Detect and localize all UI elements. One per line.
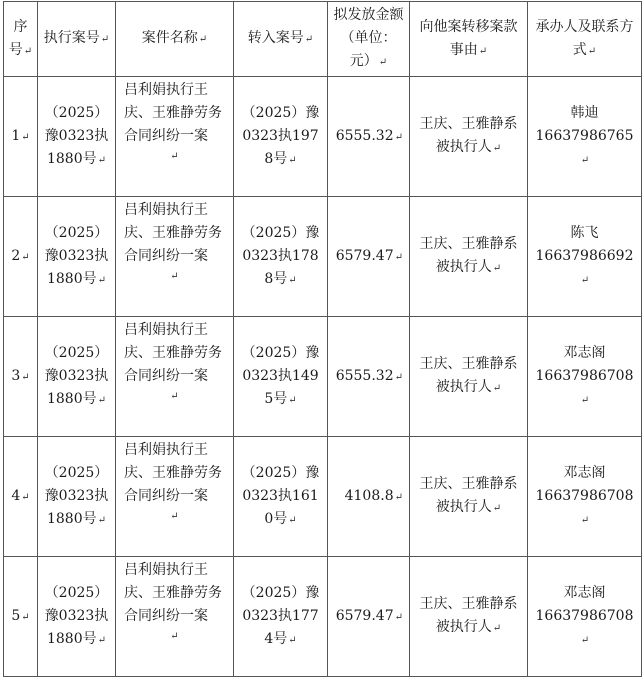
cell-amount: 6579.47↵	[328, 557, 410, 677]
cell-handler: 邓志阁 16637986708↵	[528, 557, 642, 677]
header-row	[4, 2, 642, 77]
table-row	[4, 197, 642, 317]
cell-case-name: 吕利娟执行王庆、王雅静劳务合同纠纷一案 ↵	[116, 197, 234, 317]
cell-reason: 王庆、王雅静系被执行人↵	[410, 77, 528, 197]
cell-exec-case-no: （2025）豫0323执1880号↵	[38, 557, 116, 677]
cell-case-name: 吕利娟执行王庆、王雅静劳务合同纠纷一案 ↵	[116, 557, 234, 677]
cell-seq: 5↵	[4, 557, 38, 677]
cell-transfer-case-no: （2025）豫0323执1978号↵	[234, 77, 328, 197]
cell-handler: 邓志阁 16637986708↵	[528, 317, 642, 437]
cell-transfer-case-no: （2025）豫0323执1788号↵	[234, 197, 328, 317]
header-handler: 承办人及联系方式↵	[528, 2, 642, 77]
cell-reason: 王庆、王雅静系被执行人↵	[410, 557, 528, 677]
cell-seq: 1↵	[4, 77, 38, 197]
cell-transfer-case-no: （2025）豫0323执1610号↵	[234, 437, 328, 557]
header-transfer-case-no: 转入案号↵	[234, 2, 328, 77]
cell-transfer-case-no: （2025）豫0323执1495号↵	[234, 317, 328, 437]
cell-reason: 王庆、王雅静系被执行人↵	[410, 317, 528, 437]
case-transfer-table	[3, 1, 642, 677]
header-case-name: 案件名称↵	[116, 2, 234, 77]
cell-exec-case-no: （2025）豫0323执1880号↵	[38, 317, 116, 437]
table-row	[4, 437, 642, 557]
cell-amount: 6555.32↵	[328, 77, 410, 197]
cell-exec-case-no: （2025）豫0323执1880号↵	[38, 197, 116, 317]
cell-case-name: 吕利娟执行王庆、王雅静劳务合同纠纷一案 ↵	[116, 77, 234, 197]
table-row	[4, 77, 642, 197]
cell-transfer-case-no: （2025）豫0323执1774号↵	[234, 557, 328, 677]
cell-exec-case-no: （2025）豫0323执1880号↵	[38, 437, 116, 557]
table-row	[4, 557, 642, 677]
header-amount: 拟发放金额（单位：元）↵	[328, 2, 410, 77]
cell-reason: 王庆、王雅静系被执行人↵	[410, 437, 528, 557]
cell-seq: 3↵	[4, 317, 38, 437]
header-exec-case-no: 执行案号↵	[38, 2, 116, 77]
cell-amount: 6555.32↵	[328, 317, 410, 437]
cell-reason: 王庆、王雅静系被执行人↵	[410, 197, 528, 317]
cell-amount: 4108.8↵	[328, 437, 410, 557]
cell-seq: 2↵	[4, 197, 38, 317]
cell-handler: 邓志阁 16637986708↵	[528, 437, 642, 557]
cell-case-name: 吕利娟执行王庆、王雅静劳务合同纠纷一案 ↵	[116, 317, 234, 437]
header-seq: 序号↵	[4, 2, 38, 77]
cell-seq: 4↵	[4, 437, 38, 557]
cell-amount: 6579.47↵	[328, 197, 410, 317]
cell-handler: 韩迪 16637986765↵	[528, 77, 642, 197]
cell-case-name: 吕利娟执行王庆、王雅静劳务合同纠纷一案 ↵	[116, 437, 234, 557]
header-reason: 向他案转移案款事由↵	[410, 2, 528, 77]
table-row	[4, 317, 642, 437]
cell-handler: 陈飞 16637986692↵	[528, 197, 642, 317]
cell-exec-case-no: （2025）豫0323执1880号↵	[38, 77, 116, 197]
